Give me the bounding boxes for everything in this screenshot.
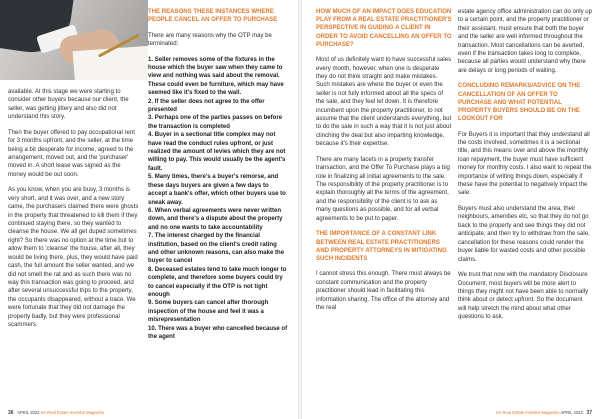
paragraph: As you know, when you are busy, 3 months is very short, and it was over, and a new story came, the purchasers claimed there were ghosts in the property that threatened to kill them if they continued staying there, so they wanted to cleanse the house. We all get duped sometimes right? So there was no option at the time but to allow them to 'cleanse' the house, after all, they would be living there, plus, they would have paid cash, the full amount the seller wanted, and we did not smell the rat and as such there was no way this transaction was going to proceed, and after several unsuccessful trips to the property, the occupants disappeared, without a trace. We were fortunate that they did not damage the property badly, but they were professional scammers. [8,187,139,328]
footer-month: APRIL [17,410,30,415]
left-footer [8,410,104,416]
list-item: 8. Deceased estates tend to take much longer to complete, and therefore some buyers could try to cancel especially if the OTP is not tight enough [148,266,287,298]
list-item: 6. When verbal agreements were never written down, and there's a dispute about the property and no one wants to take accountability [148,207,283,231]
list-item: 3. Perhaps one of the parties passes on before the transaction is completed [148,115,283,130]
footer-month: APRIL [560,410,573,415]
list-item: 4. Buyer in a sectional title complex may not have read the conduct rules upfront, or just realized the amount of levies which they are not willing to pay. This would usually be the agent's fault. [148,132,286,172]
signing-photo [0,0,148,80]
section-heading: THE REASONS THESE INSTANCES WHERE PEOPLE CANCEL AN OFFER TO PURCHASE [148,9,278,24]
right-column-2 [458,8,592,329]
footer-year: 2022 [573,410,583,415]
paragraph: We trust that now with the mandatory Disclosure Document, most buyers will be more alert to things they might not have been able to normally think about or detect upfront. So the document will help stretch the mind about what other questions to ask. [458,272,589,321]
paragraph: I cannot stress this enough. There must always be constant communication and the property practitioner should lead in facilitating this information sharing. The office of the attorney and the real [316,271,451,311]
reasons-list [148,56,289,342]
right-column-1 [316,8,452,320]
page-number: 36 [8,410,14,416]
footer-magazine: SA Real Estate Investor Magazine [496,410,560,415]
section-heading: HOW MUCH OF AN IMPACT DOES EDUCATION PLAY FROM A REAL ESTATE PRACTITIONER'S PERSPECTIVE IN GUIDING A CLIENT IN ORDER TO AVOID CANCELLING AN OFFER TO PURCHASE? [316,9,452,48]
left-column-2 [148,8,289,341]
paragraph: Then the buyer offered to pay occupational rent for 3 months upfront, and the seller, at the time being a bit desperate for income, agreed to the arrangement, moved out, and the 'purchaser' moved in. A short lease was signed as the money would be out soon. [8,129,135,178]
list-item: 9. Some buyers can cancel after thorough inspection of the house and feel it was a misrepresentation [148,300,269,324]
paragraph: For Buyers it is important that they understand all the costs involved, sometimes it is a sectional title, and this means over and above the monthly loan repayment, the buyer must have sufficient money for monthly costs. I also want to repeat the importance of writing things down, especially if these have the potential to negatively impact the sale. [458,131,592,197]
paragraph: There are many reasons why the OTP may be terminated: [148,32,272,47]
list-item: 5. Many times, there's a buyer's remorse, and these days buyers are given a few days to accept a bank's offer, which other buyers use to sneak away. [148,174,286,206]
paragraph: available. At this stage we were starting to consider other buyers because our client, the seller, was getting jittery and also did not understand this story. [8,89,129,121]
list-item: 7. The interest charged by the financial institution, based on the client's credit rating and other unknown reasons, can also make the buyer to cancel [148,233,285,265]
section-heading: CONCLUDING REMARKS/ADVICE ON THE CANCELLATION OF AN OFFER TO PURCHASE AND WHAT POTENTIAL PROPERTY BUYERS SHOULD BE ON THE LOOKOUT FOR [458,83,581,123]
section-heading: THE IMPORTANCE OF A CONSTANT LINK BETWEEN REAL ESTATE PRACTITIONERS AND PROPERTY ATTORNEYS IN MITIGATING SUCH INCIDENTS [316,231,447,262]
right-page [302,0,600,419]
list-item: 1. Seller removes some of the fixtures in the house which the buyer saw when they came to view and nothing was said about the removal. These could even be furniture, which may have seemed like it's fixed to the wall. [148,56,284,97]
paragraph: Buyers must also understand the area, their neighbours, amenities etc, so that they do not go back to the property and see things they did not anticipate, and then try to withdraw from the sale, cancellation for these reasons could render the buyer liable for wasted costs and other possible claims. [458,206,590,263]
left-page [0,0,298,419]
footer-magazine: SA Real Estate Investor Magazine [40,410,105,415]
right-footer [496,410,592,416]
paragraph: Most of us definitely want to have successful sales every month, however, when one is desperate they do not think straight and make mistakes. Such mistakes are where the buyer or even the seller is not fully informed about all the specs of the sale, and they feel let down. It is therefore incumbent upon the property practitioner, to not assume that the client understands everything, but to do the sale in such a way that it is not just about clinching the deal but also imparting knowledge, because it's their expertise. [316,57,452,148]
paragraph: estate agency office administration can do only up to a certain point, and the property practitioner or their assistant, must ensure that both the buyer and the seller are well informed throughout the transaction. Most cancellations can be averted, even if the transaction takes long to complete, because all parties would understand why there are delays or long periods of waiting. [458,9,593,74]
paragraph: There are many facets in a property transfer transaction, and the Offer To Purchase plays a big role in finalizing all initial agreements to the sale. The responsibility of the property practitioner is to explain thoroughly all the terms of the agreement, and the responsibility of the client is to ask as many questions as possible, and for all verbal agreements to be put to paper. [316,156,450,222]
list-item: 2. If the seller does not agree to the offer presented [148,98,265,114]
list-item: 10. There was a buyer who cancelled because of the agent [148,325,288,340]
left-column-1 [8,88,140,337]
page-number: 37 [586,410,592,416]
footer-year: 2022 [30,410,40,415]
